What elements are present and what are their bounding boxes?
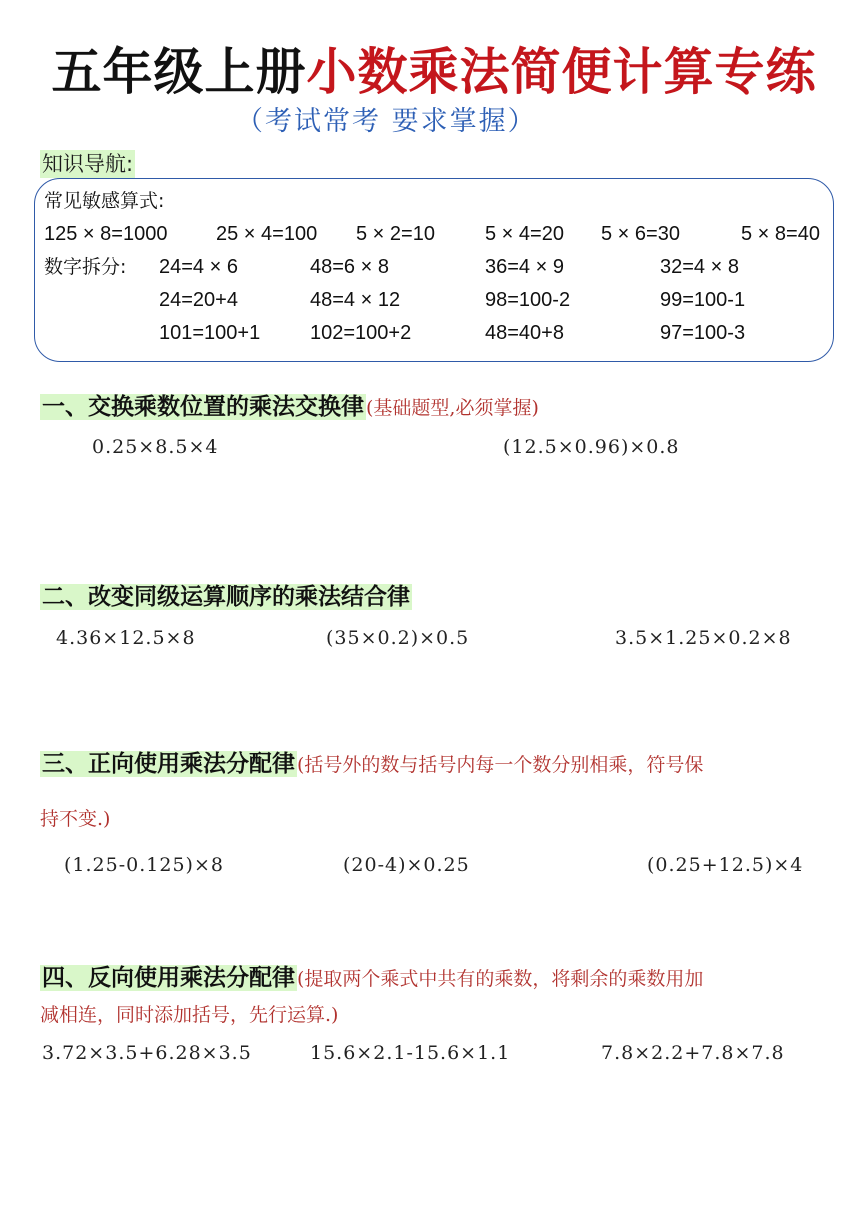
section-note-continued: 减相连，同时添加括号，先行运算.) [40,1004,339,1026]
number-split-label: 数字拆分: [44,256,127,278]
section-note: (括号外的数与括号内每一个数分别相乘，符号保 [297,754,704,776]
common-formula: 5 × 4=20 [485,223,564,245]
common-formulas-label: 常见敏感算式: [44,190,165,212]
split-formula: 32=4 × 8 [660,256,739,278]
problem: 15.6×2.1-15.6×1.1 [310,1042,511,1064]
common-formula: 5 × 8=40 [741,223,820,245]
section-title: 二、改变同级运算顺序的乘法结合律 [42,584,410,610]
section-note: (提取两个乘式中共有的乘数，将剩余的乘数用加 [297,968,704,990]
common-formula: 5 × 2=10 [356,223,435,245]
split-formula: 102=100+2 [310,322,412,344]
title-part-grade: 五年级上册 [51,43,307,101]
problem: (1.25-0.125)×8 [64,854,224,876]
section-title: 三、正向使用乘法分配律 [42,751,295,777]
knowledge-heading: 知识导航: [42,152,134,176]
section-heading-2 [40,581,412,613]
problem: (35×0.2)×0.5 [326,627,470,649]
split-formula: 48=6 × 8 [310,256,389,278]
section-title: 一、交换乘数位置的乘法交换律 [42,394,364,420]
problem: (0.25+12.5)×4 [647,854,804,876]
problem: (20-4)×0.25 [343,854,470,876]
split-formula: 24=20+4 [159,289,238,311]
problem: 3.5×1.25×0.2×8 [615,627,792,649]
split-formula: 36=4 × 9 [485,256,564,278]
common-formula: 125 × 8=1000 [44,223,168,245]
common-formula: 5 × 6=30 [601,223,680,245]
problem: (12.5×0.96)×0.8 [503,436,680,458]
split-formula: 48=4 × 12 [310,289,401,311]
problem: 7.8×2.2+7.8×7.8 [601,1042,785,1064]
section-note-continued: 持不变.) [40,808,111,830]
problem: 0.25×8.5×4 [92,436,219,458]
split-formula: 24=4 × 6 [159,256,238,278]
title-part-topic: 小数乘法简便计算专练 [306,43,817,101]
split-formula: 98=100-2 [485,289,571,311]
page-title [0,40,868,104]
section-heading-1 [40,391,539,424]
split-formula: 101=100+1 [159,322,261,344]
common-formula: 25 × 4=100 [216,223,318,245]
section-note: (基础题型,必须掌握) [366,397,539,419]
problem: 4.36×12.5×8 [56,627,196,649]
problem: 3.72×3.5+6.28×3.5 [42,1042,252,1064]
section-title: 四、反向使用乘法分配律 [42,965,295,991]
subtitle: （考试常考 要求掌握） [236,106,537,137]
split-formula: 97=100-3 [660,322,746,344]
split-formula: 48=40+8 [485,322,564,344]
split-formula: 99=100-1 [660,289,746,311]
section-heading-4 [40,962,703,995]
section-heading-3 [40,748,703,781]
